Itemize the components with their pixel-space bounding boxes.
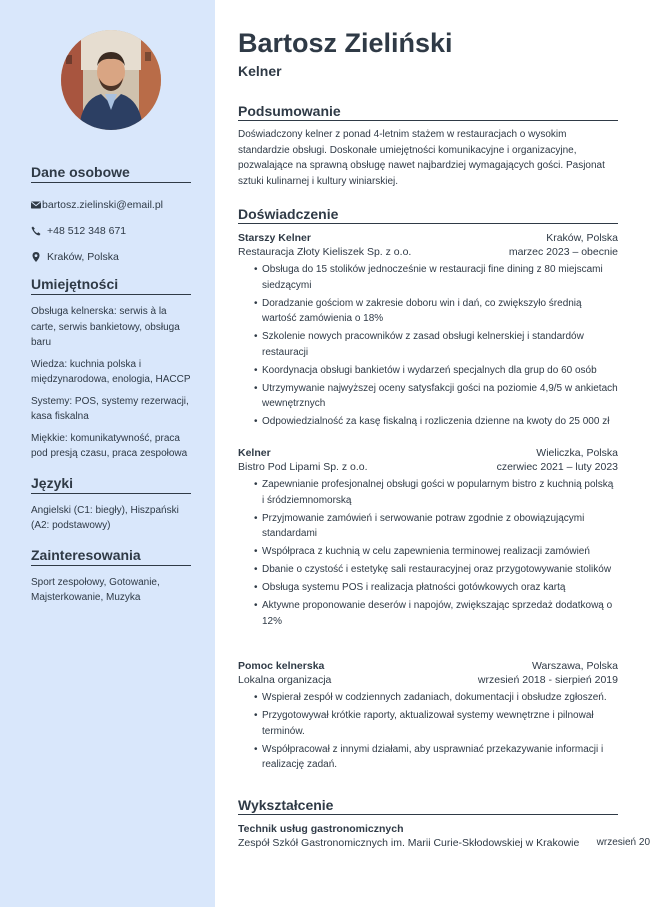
job-dates: czerwiec 2021 – luty 2023	[496, 461, 618, 473]
education-school: Zespół Szkół Gastronomicznych im. Marii Curie-Skłodowskiej w Krakowie	[238, 837, 580, 849]
bullet-item: • Współpraca z kuchnią w celu zapewnienia terminowej realizacji zamówień	[254, 544, 618, 560]
job-dates: wrzesień 2018 - sierpień 2019	[477, 674, 618, 686]
job-bullets	[238, 690, 618, 773]
map-pin-icon	[31, 252, 47, 262]
interests-section	[31, 547, 163, 606]
bullet-item: • Utrzymywanie najwyższej oceny satysfakcji gości na poziomie 4,9/5 w ankietach wewnętrznych	[254, 381, 618, 412]
job-title: Kelner	[238, 447, 271, 459]
bullet-item: • Koordynacja obsługi bankietów i wydarzeń specjalnych dla grup do 60 osób	[254, 363, 618, 379]
bullet-item: • Przygotowywał krótkie raporty, aktualizował systemy wewnętrzne i pilnował terminów.	[254, 708, 618, 739]
bullet-item: • Obsługa do 15 stolików jednocześnie w restauracji fine dining z 80 miejscami siedzącymi	[254, 262, 618, 293]
job-company: Restauracja Złoty Kieliszek Sp. z o.o.	[238, 246, 412, 258]
education-degree: Technik usług gastronomicznych	[238, 823, 404, 835]
job-entry	[238, 446, 618, 632]
job-location: Kraków, Polska	[546, 232, 618, 244]
job-entry	[238, 659, 618, 775]
skills-heading: Umiejętności	[31, 276, 191, 295]
skill-item: Wiedza: kuchnia polska i międzynarodowa, enologia, HACCP	[31, 358, 191, 385]
skill-item: Systemy: POS, systemy rezerwacji, kasa fiskalna	[31, 395, 189, 422]
personal-heading: Dane osobowe	[31, 164, 191, 183]
bullet-item: • Doradzanie gościom w zakresie doboru win i dań, co zwiększyło średnią wartość zamówienia o 18%	[254, 296, 618, 327]
interests-heading: Zainteresowania	[31, 547, 191, 566]
job-company: Lokalna organizacja	[238, 674, 332, 686]
languages-heading: Języki	[31, 475, 191, 494]
bullet-item: • Wspierał zespół w codziennych zadaniach, dokumentacji i obsłudze zgłoszeń.	[254, 690, 618, 706]
experience-heading: Doświadczenie	[238, 206, 618, 224]
contact-location	[31, 244, 163, 270]
avatar	[61, 30, 161, 130]
bullet-item: • Dbanie o czystość i estetykę sali restauracyjnej oraz przygotowywanie stolików	[254, 562, 618, 578]
bullet-item: • Zapewnianie profesjonalnej obsługi gości w popularnym bistro z kuchnią polską i śródziemnomorską	[254, 477, 618, 508]
skill-item: Miękkie: komunikatywność, praca pod presją czasu, praca zespołowa	[31, 432, 188, 459]
contact-phone[interactable]	[31, 218, 163, 244]
summary-text: Doświadczony kelner z ponad 4-letnim stażem w restauracjach o wysokim standardzie obsługi. Doskonałe umiejętności komunikacyjne i organizacyjne, pozwalające na sprawną obsługę nawet najbardziej wymagających gości. Pasjonat sztuki kulinarnej i kultury winiarskiej.	[238, 129, 605, 187]
job-entry	[238, 231, 618, 432]
job-location: Warszawa, Polska	[532, 660, 618, 672]
skill-item: Obsługa kelnerska: serwis à la carte, serwis bankietowy, obsługa baru	[31, 306, 180, 348]
phone-icon	[31, 226, 47, 236]
personal-section	[31, 164, 163, 270]
bullet-item: • Obsługa systemu POS i realizacja płatności gotówkowych oraz kartą	[254, 580, 618, 596]
interests-text: Sport zespołowy, Gotowanie, Majsterkowanie, Muzyka	[31, 576, 160, 603]
bullet-item: • Szkolenie nowych pracowników z zasad obsługi kelnerskiej i standardów restauracji	[254, 329, 618, 360]
candidate-name: Bartosz Zieliński	[238, 28, 453, 58]
profile-photo	[61, 30, 161, 130]
languages-text: Angielski (C1: biegły), Hiszpański (A2: podstawowy)	[31, 504, 179, 531]
education-dates: wrzesień 20	[596, 837, 650, 848]
bullet-item: • Aktywne proponowanie deserów i napojów, zwiększając sprzedaż dodatkową o 12%	[254, 598, 618, 629]
email-text: bartosz.zielinski@email.pl	[42, 199, 163, 211]
job-title: Starszy Kelner	[238, 232, 311, 244]
job-location: Wieliczka, Polska	[536, 447, 618, 459]
candidate-role: Kelner	[238, 63, 282, 79]
contact-email[interactable]	[31, 192, 163, 218]
job-dates: marzec 2023 – obecnie	[508, 246, 618, 258]
sidebar	[0, 0, 215, 907]
job-bullets	[238, 262, 618, 430]
skills-section	[31, 276, 191, 462]
job-title: Pomoc kelnerska	[238, 660, 325, 672]
bullet-item: • Przyjmowanie zamówień i serwowanie potraw zgodnie z obowiązującymi standardami	[254, 511, 618, 542]
summary-heading: Podsumowanie	[238, 103, 618, 121]
education-entry	[238, 822, 650, 850]
bullet-item: • Współpracował z innymi działami, aby usprawniać przekazywanie informacji i realizację zadań.	[254, 742, 618, 773]
job-company: Bistro Pod Lipami Sp. z o.o.	[238, 461, 368, 473]
location-text: Kraków, Polska	[47, 251, 119, 263]
bullet-item: • Odpowiedzialność za kasę fiskalną i rozliczenia dzienne na kwoty do 25 000 zł	[254, 414, 618, 430]
education-heading: Wykształcenie	[238, 797, 618, 815]
phone-text: +48 512 348 671	[47, 225, 127, 237]
job-bullets	[238, 477, 618, 629]
envelope-icon	[31, 200, 42, 210]
languages-section	[31, 474, 179, 534]
